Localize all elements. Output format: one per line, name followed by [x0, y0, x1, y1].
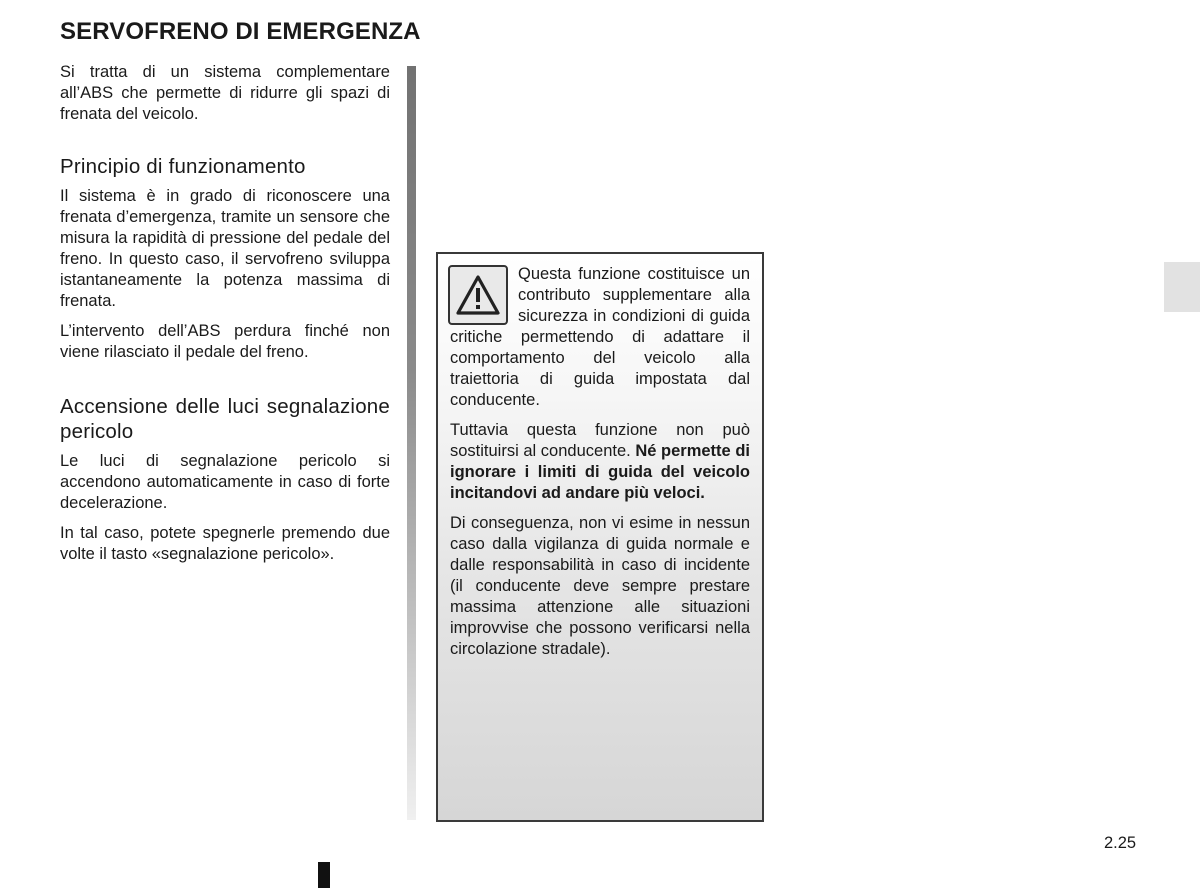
operating-principle-paragraph-2: L’intervento dell’ABS perdura finché non viene rilasciato il pedale del freno. [60, 322, 390, 361]
warning-box [436, 252, 764, 822]
intro-paragraph: Si tratta di un sistema complementare all’ABS che permette di ridurre gli spazi di frenata del veicolo. [60, 63, 390, 123]
warning-paragraph-3: Di conseguenza, non vi esime in nessun caso dalla vigilanza di guida normale e dalle responsabilità in caso di incidente (il conducente deve sempre prestare massima attenzione alle situazioni improvvise che possono verificarsi nella circolazione stradale). [450, 514, 750, 658]
crop-mark [318, 862, 330, 888]
column-divider-bar [407, 66, 416, 820]
page-title: SERVOFRENO DI EMERGENZA [60, 18, 421, 45]
left-column [60, 62, 390, 574]
warning-paragraph-2-bold: Né permette di ignorare i limiti di guida del veicolo incitandovi ad andare più veloci. [450, 442, 750, 502]
warning-paragraph-2-text: Tuttavia questa funzione non può sostituirsi al conducente. [450, 421, 750, 460]
operating-principle-paragraph-1: Il sistema è in grado di riconoscere una frenata d’emergenza, tramite un sensore che misura la rapidità di pressione del pedale del freno. In questo caso, il servofreno sviluppa istantaneamente la potenza massima di frenata. [60, 187, 390, 310]
page-number: 2.25 [1104, 834, 1137, 852]
hazard-lights-paragraph-2: In tal caso, potete spegnerle premendo due volte il tasto «segnalazione pericolo». [60, 524, 390, 563]
hazard-lights-paragraph-1: Le luci di segnalazione pericolo si accendono automaticamente in caso di forte decelerazione. [60, 452, 390, 512]
section-heading-operating-principle: Principio di funzionamento [60, 155, 306, 178]
section-heading-hazard-lights: Accensione delle luci segnalazione pericolo [60, 395, 390, 443]
warning-triangle-icon [448, 265, 508, 325]
warning-paragraph-2 [450, 420, 750, 504]
warning-paragraph-1: Questa funzione costituisce un contributo supplementare alla sicurezza in condizioni di guida critiche permettendo di adattare il comportamento del veicolo alla traiettoria di guida impostata dal conducente. [450, 265, 750, 409]
chapter-tab-marker [1164, 262, 1200, 312]
